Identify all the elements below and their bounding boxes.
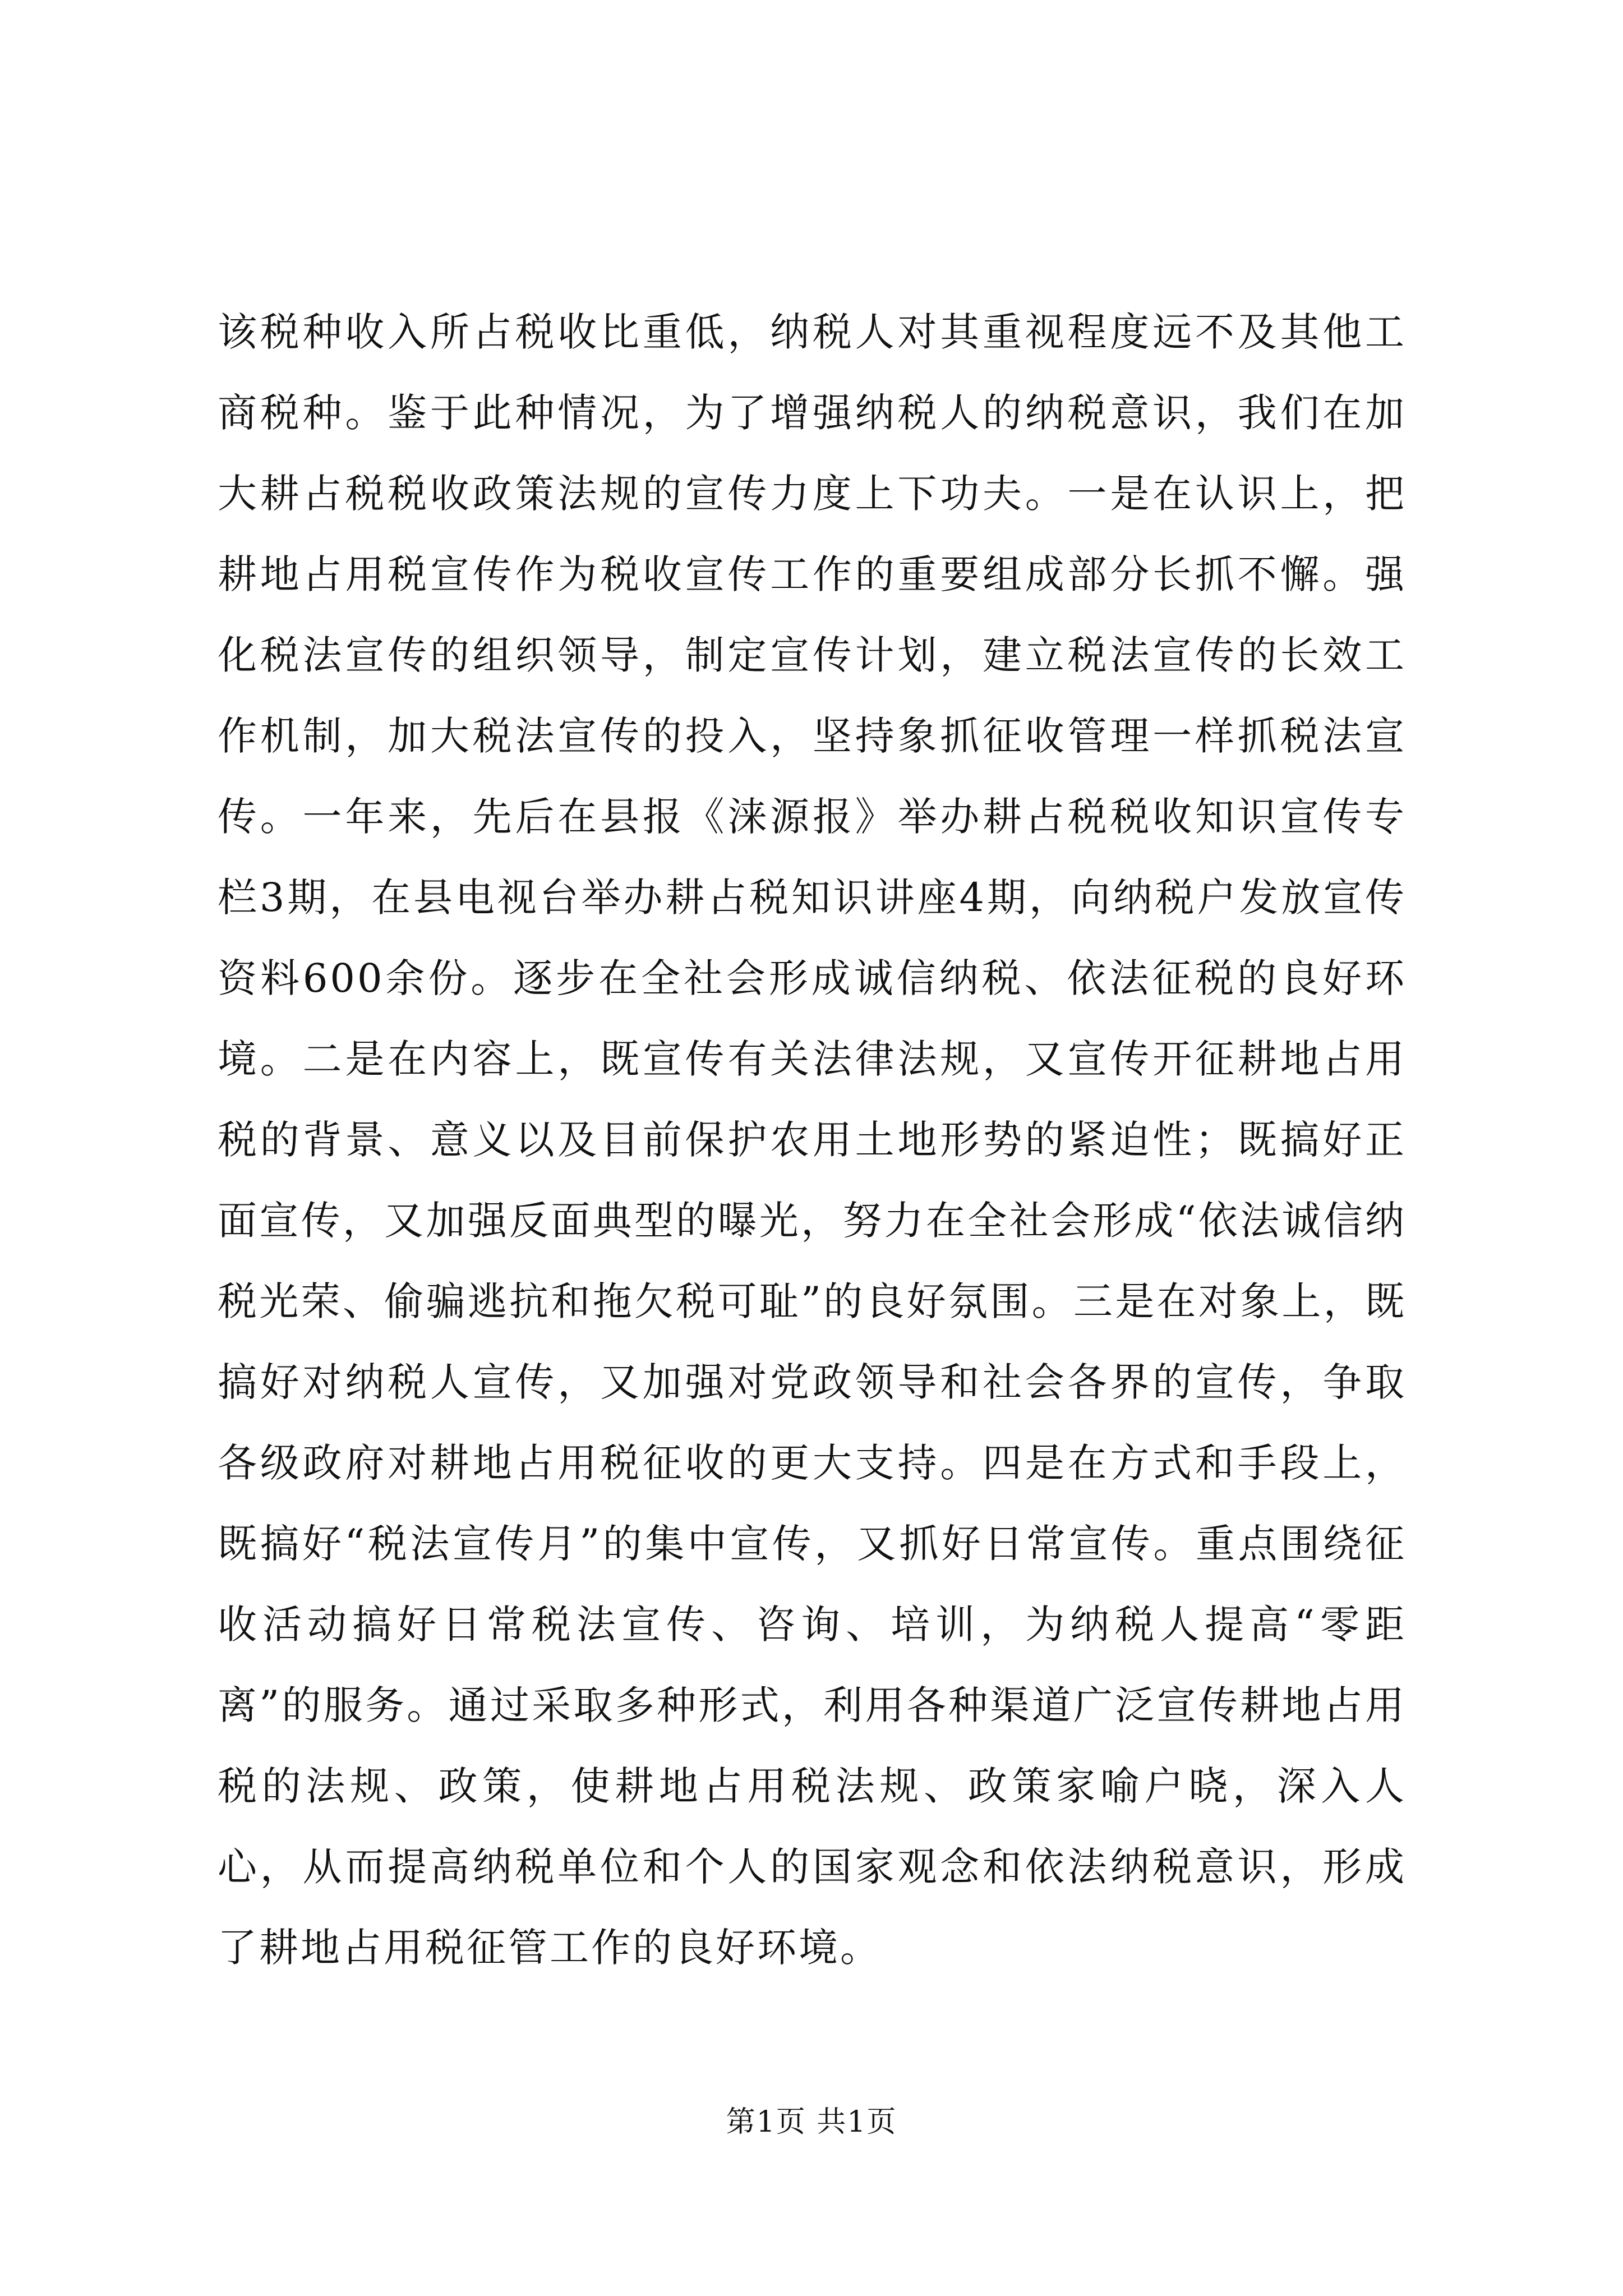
body-paragraph: 该税种收入所占税收比重低，纳税人对其重视程度远不及其他工商税种。鉴于此种情况，为了增强纳税人的纳税意识，我们在加大耕占税税收政策法规的宣传力度上下功夫。一是在认识上，把耕地占用税宣传作为税收宣传工作的重要组成部分长抓不懈。强化税法宣传的组织领导，制定宣传计划，建立税法宣传的长效工作机制，加大税法宣传的投入，坚持象抓征收管理一样抓税法宣传。一年来，先后在县报《涞源报》举办耕占税税收知识宣传专栏3期，在县电视台举办耕占税知识讲座4期，向纳税户发放宣传资料600余份。逐步在全社会形成诚信纳税、依法征税的良好环境。二是在内容上，既宣传有关法律法规，又宣传开征耕地占用税的背景、意义以及目前保护农用土地形势的紧迫性；既搞好正面宣传，又加强反面典型的曝光，努力在全社会形成“依法诚信纳税光荣、偷骗逃抗和拖欠税可耻”的良好氛围。三是在对象上，既搞好对纳税人宣传，又加强对党政领导和社会各界的宣传，争取各级政府对耕地占用税征收的更大支持。四是在方式和手段上，既搞好“税法宣传月”的集中宣传，又抓好日常宣传。重点围绕征收活动搞好日常税法宣传、咨询、培训，为纳税人提高“零距离”的服务。通过采取多种形式，利用各种渠道广泛宣传耕地占用税的法规、政策，使耕地占用税法规、政策家喻户晓，深入人心，从而提高纳税单位和个人的国家观念和依法纳税意识，形成了耕地占用税征管工作的良好环境。 xyxy=(218,309,1407,1971)
page-footer: 第1页 共1页 xyxy=(726,2105,897,2139)
